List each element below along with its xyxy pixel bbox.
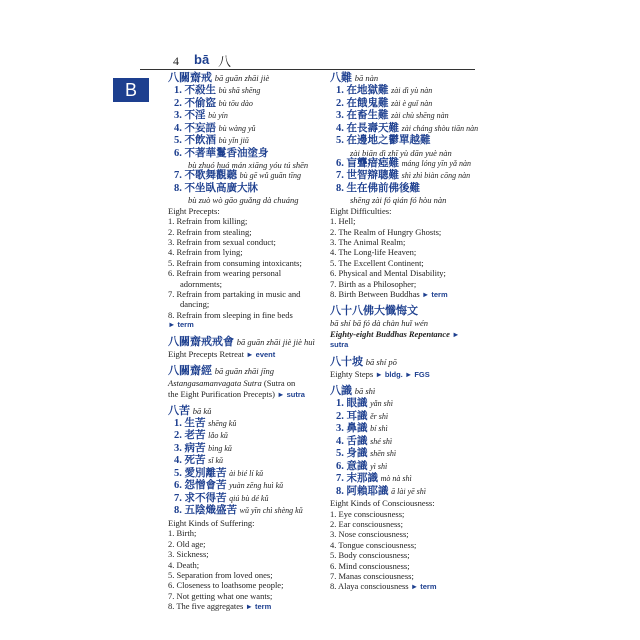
definition-line: 7. Refrain from partaking in music and bbox=[168, 289, 301, 300]
definition-line: 3. Sickness; bbox=[168, 549, 209, 560]
definition-line: 2. Ear consciousness; bbox=[330, 518, 403, 529]
definition-line: 8. The five aggregates ► term bbox=[168, 601, 272, 612]
definition-line: 2. Refrain from stealing; bbox=[168, 226, 252, 237]
definition-line: 3. Nose consciousness; bbox=[330, 529, 409, 540]
definition-line: 2. Old age; bbox=[168, 538, 206, 549]
definition-line: 5. Body consciousness; bbox=[330, 550, 410, 561]
definition-line: the Eight Purification Precepts) ► sutra bbox=[168, 388, 305, 399]
definition-line: Astangasamanvagata Sutra (Sutra on bbox=[168, 378, 296, 389]
letter-tab: B bbox=[113, 78, 149, 102]
page-header bbox=[140, 50, 475, 70]
entry-headword: 八難 bā nàn bbox=[330, 72, 379, 84]
list-item: 6. 意識 yì shì bbox=[336, 460, 388, 472]
list-item: 5. 不飲酒 bù yǐn jiǔ bbox=[174, 135, 249, 146]
list-item: 1. 在地獄難 zài dì yù nàn bbox=[336, 85, 433, 96]
entry-ba-guan-zhai-jie-jie-hui bbox=[168, 336, 326, 360]
definition-line: 7. Manas consciousness; bbox=[330, 570, 414, 581]
list-item: 3. 不淫 bù yín bbox=[174, 110, 228, 121]
list-item: 7. 末那識 mò nà shì bbox=[336, 473, 412, 485]
list-item: 1. 不殺生 bù shā shēng bbox=[174, 85, 261, 96]
definition-line: dancing; bbox=[180, 299, 210, 310]
list-item: 7. 世智辯聰難 shì zhì biàn cōng nàn bbox=[336, 170, 471, 182]
header-rule bbox=[140, 69, 475, 70]
definition-line: adornments; bbox=[180, 278, 223, 289]
definition-line: Eight Precepts Retreat ► event bbox=[168, 348, 276, 359]
entry-headword: 八十坡 bā shí pō bbox=[330, 355, 397, 368]
list-item: 1. 眼識 yǎn shì bbox=[336, 398, 394, 410]
entry-pinyin: bā shí bā fó dà chàn huǐ wén bbox=[330, 318, 428, 329]
definition-line: 1. Eye consciousness; bbox=[330, 508, 405, 519]
right-column bbox=[330, 72, 485, 598]
list-item: 5. 愛別離苦 ài bié lí kǔ bbox=[174, 467, 264, 479]
list-item: 3. 鼻識 bí shì bbox=[336, 423, 388, 435]
definition-line: 7. Birth as a Philosopher; bbox=[330, 278, 417, 289]
list-item: 2. 老苦 lǎo kǔ bbox=[174, 430, 228, 442]
list-item-pinyin: zài biān dì zhī yù dān yuè nàn bbox=[350, 147, 452, 158]
definition-line: 4. The Long-life Heaven; bbox=[330, 247, 417, 258]
list-item: 2. 在餓鬼難 zài è guǐ nàn bbox=[336, 97, 433, 109]
definition-line: 1. Birth; bbox=[168, 528, 197, 539]
list-item: 8. 生在佛前佛後難 bbox=[336, 182, 420, 194]
cross-reference: ► term bbox=[168, 320, 194, 330]
list-item: 6. 盲聾瘖瘂難 máng lóng yīn yǎ nàn bbox=[336, 157, 471, 169]
entry-headword: 八關齋戒 bā guān zhāi jiè bbox=[168, 72, 270, 84]
definition-title: Eight Kinds of Suffering: bbox=[168, 517, 255, 528]
definition-line: 5. Refrain from consuming intoxicants; bbox=[168, 257, 302, 268]
definition-line: 6. Closeness to loathsome people; bbox=[168, 580, 284, 591]
entry-headword: 八識 bā shì bbox=[330, 385, 376, 398]
definition-line: 1. Hell; bbox=[330, 216, 356, 227]
entry-ba-guan-zhai-jing bbox=[168, 365, 326, 400]
definition-line: Eighty-eight Buddhas Repentance ► bbox=[330, 328, 460, 339]
definition-title: Eight Difficulties: bbox=[330, 205, 392, 216]
definition-line: 4. Tongue consciousness; bbox=[330, 539, 417, 550]
list-item: 4. 不妄語 bù wàng yǔ bbox=[174, 122, 256, 134]
list-item: 7. 不歌舞觀聽 bù gē wǔ guān tīng bbox=[174, 170, 301, 182]
list-item-pinyin: bù zuò wò gāo guǎng dà chuáng bbox=[188, 195, 299, 206]
definition-line: 6. Refrain from wearing personal bbox=[168, 268, 282, 279]
list-item: 8. 五陰熾盛苦 wǔ yīn chì shèng kǔ bbox=[174, 505, 303, 517]
definition-line: 6. Mind consciousness; bbox=[330, 560, 410, 571]
definition-line: 8. Birth Between Buddhas ► term bbox=[330, 289, 448, 300]
list-item: 8. 不坐臥高廣大牀 bbox=[174, 182, 258, 194]
list-item: 7. 求不得苦 qiú bù dé kǔ bbox=[174, 492, 269, 504]
entry-ba-guan-zhai-jie bbox=[168, 72, 326, 331]
list-item: 8. 阿賴耶識 ā lài yē shì bbox=[336, 485, 427, 497]
list-item: 3. 在畜生難 zài chù shēng nàn bbox=[336, 110, 449, 121]
list-item: 2. 不偷盜 bù tōu dào bbox=[174, 97, 253, 109]
list-item: 4. 在長壽天難 zài cháng shòu tiān nàn bbox=[336, 122, 479, 134]
entry-ba-shi-ba-fo bbox=[330, 305, 485, 350]
list-item: 4. 死苦 sǐ kǔ bbox=[174, 455, 224, 467]
entry-headword: 八苦 bā kǔ bbox=[168, 404, 212, 417]
definition-title: Eight Precepts: bbox=[168, 205, 220, 216]
list-item: 3. 病苦 bìng kǔ bbox=[174, 442, 232, 454]
cross-reference: sutra bbox=[330, 340, 349, 350]
list-item: 6. 不著華鬘香油塗身 bbox=[174, 147, 269, 159]
list-item: 1. 生苦 shēng kǔ bbox=[174, 417, 237, 429]
definition-line: 3. The Animal Realm; bbox=[330, 237, 406, 248]
definition-line: 7. Not getting what one wants; bbox=[168, 590, 273, 601]
list-item: 2. 耳識 ěr shì bbox=[336, 410, 389, 422]
entry-headword: 八關齋戒戒會 bā guān zhāi jiè jiè huì bbox=[168, 335, 315, 348]
definition-line: 8. Alaya consciousness ► term bbox=[330, 581, 437, 592]
definition-line: 4. Refrain from lying; bbox=[168, 247, 243, 258]
definition-line: 6. Physical and Mental Disability; bbox=[330, 268, 446, 279]
entry-headword: 八十八佛大懺悔文 bbox=[330, 305, 418, 318]
list-item-pinyin: shēng zài fó qián fó hòu nàn bbox=[350, 195, 447, 206]
definition-title: Eight Kinds of Consciousness: bbox=[330, 498, 435, 509]
definition-line: 1. Refrain from killing; bbox=[168, 216, 248, 227]
list-item: 6. 怨憎會苦 yuàn zēng huì kǔ bbox=[174, 480, 284, 492]
list-item: 4. 舌識 shé shì bbox=[336, 435, 393, 447]
definition-line: 5. The Excellent Continent; bbox=[330, 257, 424, 268]
entry-ba-shi-po bbox=[330, 356, 485, 380]
list-item: 5. 身識 shēn shì bbox=[336, 448, 397, 460]
definition-line: 2. The Realm of Hungry Ghosts; bbox=[330, 226, 442, 237]
header-headword-chinese: 八 bbox=[218, 54, 232, 69]
definition-line: Eighty Steps ► bldg. ► FGS bbox=[330, 368, 430, 379]
page-number: 4 bbox=[173, 54, 179, 68]
header-headword-pinyin: bā bbox=[194, 52, 210, 67]
definition-line: 5. Separation from loved ones; bbox=[168, 569, 273, 580]
definition-line: 4. Death; bbox=[168, 559, 200, 570]
entry-headword: 八關齋經 bā guān zhāi jīng bbox=[168, 365, 275, 378]
entry-ba-shi bbox=[330, 385, 485, 593]
entry-ba-nan bbox=[330, 72, 485, 300]
definition-line: 3. Refrain from sexual conduct; bbox=[168, 237, 276, 248]
list-item-pinyin: bù zhuó huá mán xiāng yóu tú shēn bbox=[188, 160, 309, 170]
definition-line: 8. Refrain from sleeping in fine beds bbox=[168, 309, 293, 320]
list-item: 5. 在邊地之鬱單越難 bbox=[336, 135, 431, 146]
left-column bbox=[168, 72, 326, 618]
entry-ba-ku bbox=[168, 405, 326, 613]
